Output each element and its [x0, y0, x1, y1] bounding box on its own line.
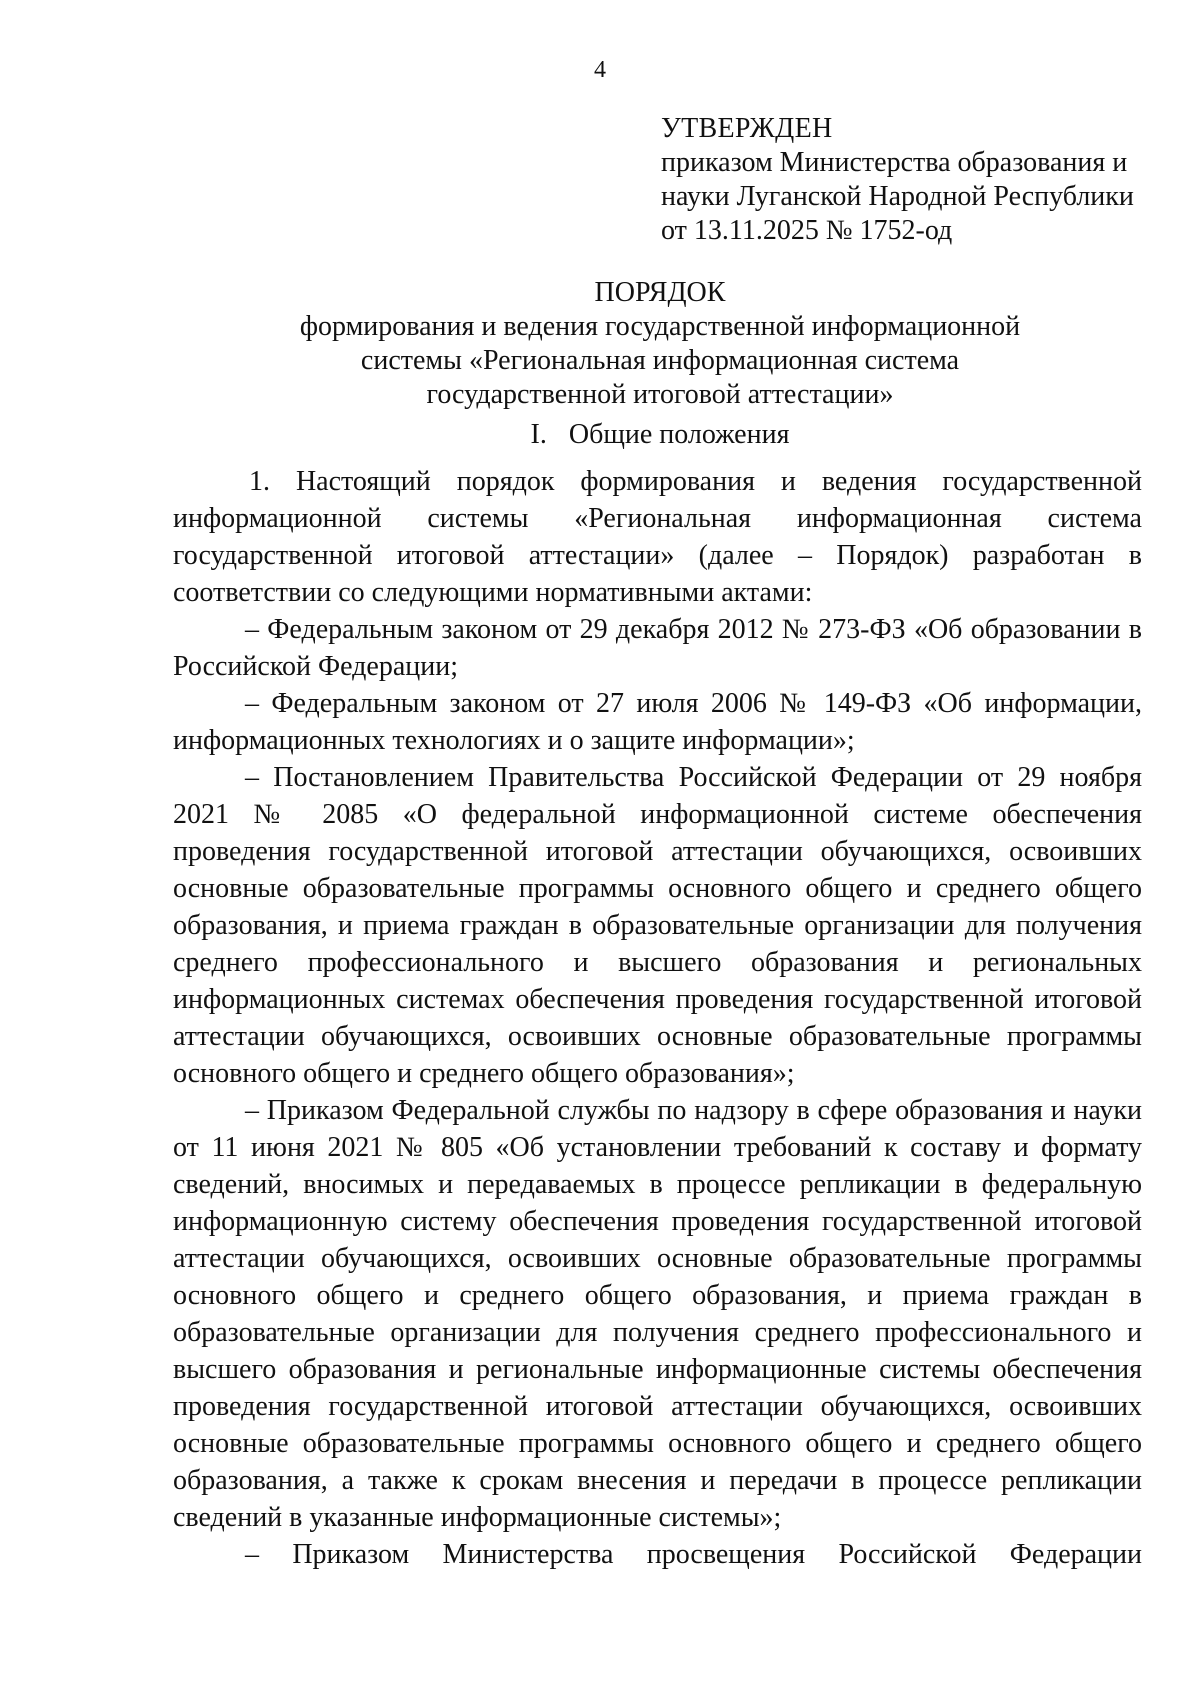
list-item: – Приказом Министерства просвещения Российской Федерации [245, 1539, 1142, 1570]
section-number: I. [530, 419, 547, 450]
document-title: ПОРЯДОК [594, 277, 726, 308]
paragraph: 1. Настоящий порядок формирования и ведения государственной информационной системы «Региональная информационная система государственной итоговой аттестации» (далее – Порядок) разработан в соответствии со следующими нормативными актами: [173, 466, 1142, 608]
list-item: – Федеральным законом от 27 июля 2006 № 149-ФЗ «Об информации, информационных технологиях и о защите информации»; [173, 688, 1142, 756]
approval-block [661, 112, 1134, 248]
document-subtitle-line: системы «Региональная информационная система [360, 345, 960, 376]
document-heading [0, 276, 1200, 412]
document-subtitle-line: формирования и ведения государственной информационной [299, 311, 1021, 342]
document-subtitle-line: государственной итоговой аттестации» [426, 379, 894, 410]
approval-line: науки Луганской Народной Республики [661, 181, 1134, 212]
list-item: – Федеральным законом от 29 декабря 2012 № 273-ФЗ «Об образовании в Российской Федерации; [173, 614, 1142, 682]
approval-order-number: от 13.11.2025 № 1752-од [661, 215, 953, 246]
list-item: – Приказом Федеральной службы по надзору в сфере образования и науки от 11 июня 2021 № 805 «Об установлении требований к составу и формату сведений, вносимых и передаваемых в процессе репликации в федеральную информационную систему обеспечения проведения государственной итоговой аттестации обучающихся, освоивших основные образовательные программы основного общего и среднего общего образования, и приема граждан в образовательные организации для получения среднего профессионального и высшего образования и региональные информационные системы обеспечения проведения государственной итоговой аттестации обучающихся, освоивших основные образовательные программы основного общего и среднего общего образования, а также к срокам внесения и передачи в процессе репликации сведений в указанные информационные системы»; [173, 1095, 1142, 1533]
document-body [173, 463, 1142, 1573]
approval-line: приказом Министерства образования и [661, 147, 1128, 178]
page-number: 4 [594, 57, 606, 83]
section-title: Общие положения [568, 419, 790, 450]
section-heading [0, 418, 1200, 452]
list-item: – Постановлением Правительства Российской Федерации от 29 ноября 2021 № 2085 «О федеральной информационной системе обеспечения проведения государственной итоговой аттестации обучающихся, освоивших основные образовательные программы основного общего и среднего общего образования, и приема граждан в образовательные организации для получения среднего профессионального и высшего образования и региональных информационных системах обеспечения проведения государственной итоговой аттестации обучающихся, освоивших основные образовательные программы основного общего и среднего общего образования»; [173, 762, 1142, 1089]
approval-title: УТВЕРЖДЕН [661, 113, 833, 144]
